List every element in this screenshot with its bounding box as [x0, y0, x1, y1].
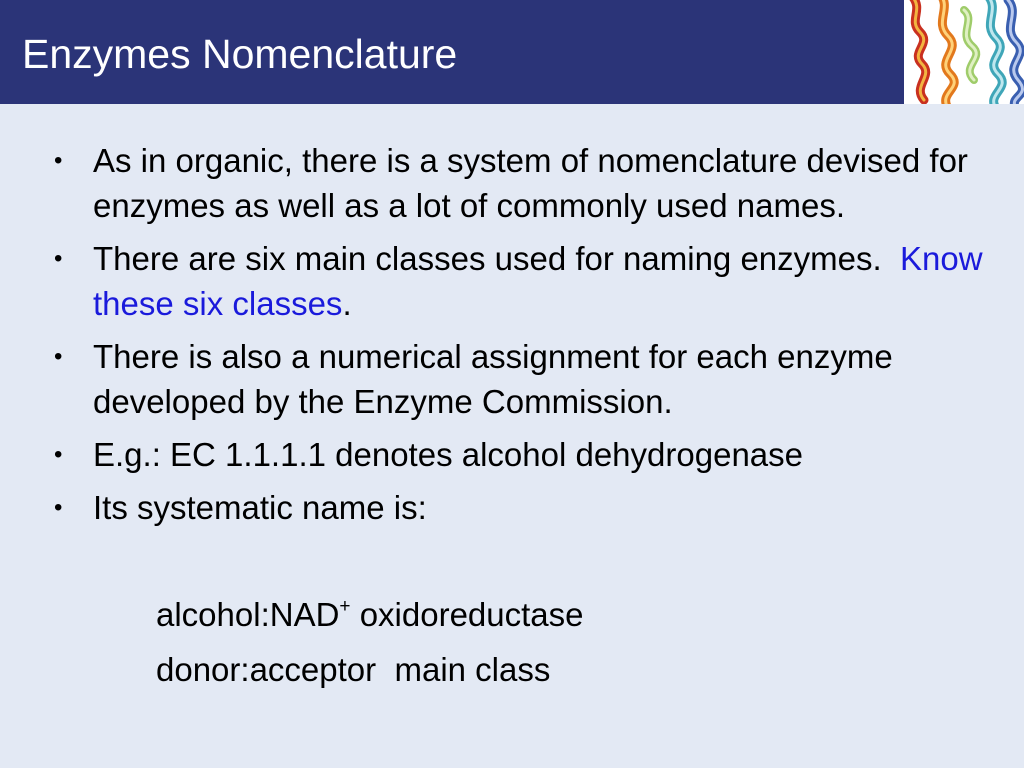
bullet-item — [0, 485, 1024, 530]
bullet-glyph: • — [54, 494, 63, 521]
superscript-charge: + — [339, 596, 351, 617]
bullet-text: As in organic, there is a system of nomenclature devised for enzymes as well as a lot of commonly used names. — [93, 142, 968, 224]
bullet-glyph: • — [54, 343, 63, 370]
bullet-item — [0, 138, 1024, 228]
bullet-text: E.g.: EC 1.1.1.1 denotes alcohol dehydrogenase — [93, 436, 803, 473]
bullet-item — [0, 236, 1024, 326]
systematic-name-line — [156, 592, 584, 637]
systematic-name-suffix: oxidoreductase — [350, 596, 584, 633]
bullet-glyph: • — [54, 147, 63, 174]
title-bar — [0, 0, 1024, 104]
bullet-glyph: • — [54, 245, 63, 272]
annotation-line: donor:acceptor main class — [156, 651, 551, 688]
bullet-item — [0, 432, 1024, 477]
bullet-text: There are six main classes used for naming enzymes. — [93, 240, 901, 277]
bullet-text: Its systematic name is: — [93, 489, 427, 526]
systematic-name-prefix: alcohol:NAD — [156, 596, 340, 633]
bullet-glyph: • — [54, 441, 63, 468]
bullet-text: There is also a numerical assignment for each enzyme developed by the Enzyme Commission. — [93, 338, 893, 420]
bullet-suffix: . — [342, 285, 352, 322]
bullet-list — [0, 138, 1024, 538]
slide-title: Enzymes Nomenclature — [22, 31, 458, 77]
protein-ribbon-icon — [904, 0, 1024, 104]
bullet-item — [0, 334, 1024, 424]
highlighted-text: Know these six classes — [93, 240, 983, 322]
protein-structure-icon — [904, 0, 1024, 104]
